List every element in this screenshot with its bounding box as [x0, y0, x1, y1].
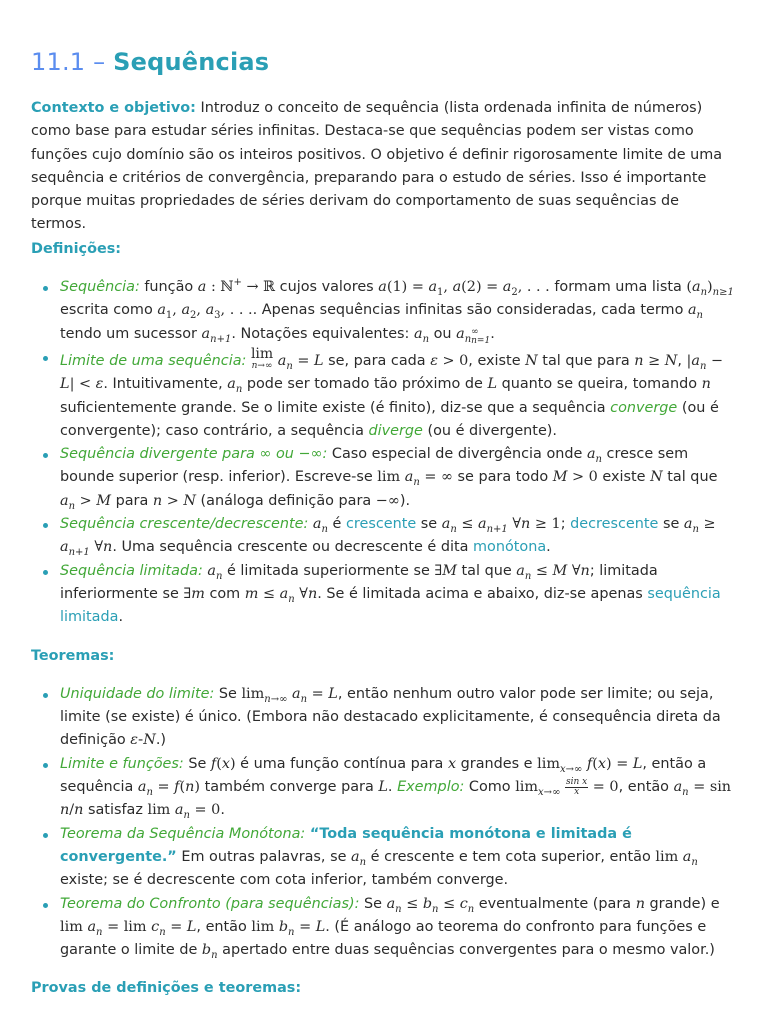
definition-label: Sequência limitada: — [60, 562, 203, 579]
theorem-item: Teorema do Confronto (para sequências): Se $a_n \le b_n \le c_n$ eventualmente (para n grande) e $\lim a_n = \lim c_n = L$, então $\lim b_n = L$. (É análogo ao teorema do confronto para funções e garante o limite de $b_n$ apertado entre duas sequências convergentes para o mesmo valor.) — [31, 893, 736, 963]
theorem-item: Limite e funções: Se f(x) é uma função contínua para x grandes e $\lim_{x\to\infty} f(x) = L$, então a sequência $a_n = f(n)$ também converge para L. Exemplo: Como $\lim_{x\to\infty}$ $\frac{\text{sin x}}{x}$ = 0, então $a_n = \sin n/n$ satisfaz $\lim a_n = 0$. — [31, 753, 736, 823]
context-label: Contexto e objetivo: — [31, 100, 196, 116]
theorems-list — [31, 683, 736, 963]
definition-item: Limite de uma sequência: lim n→∞ $a_n = L$ se, para cada ε > 0, existe N tal que para n ≥ N, $|a_n - L| < \varepsilon$. Intuitivamente, $a_n$ pode ser tomado tão próximo de L quanto se queira, tomando n suficientemente grande. Se o limite existe (é finito), diz-se que a sequência converge (ou é convergente); caso contrário, a sequência diverge (ou é divergente). — [31, 346, 736, 443]
definition-item: Sequência crescente/decrescente: $a_n$ é crescente se $a_n \le a_{n+1}$ ∀n ≥ 1; decrescente se $a_n \ge a_{n+1}$ ∀n. Uma sequência crescente ou decrescente é dita monótona. — [31, 513, 736, 560]
theorem-quote: “Toda sequência monótona e limitada é convergente.” — [60, 825, 632, 865]
definition-label: Limite de uma sequência: — [60, 352, 247, 369]
context-paragraph — [31, 97, 736, 237]
section-title: Sequências — [113, 48, 270, 76]
definition-item: Sequência divergente para ∞ ou −∞: Caso especial de divergência onde $a_n$ cresce sem bounde superior (resp. inferior). Escreve-se $\lim a_n$ = ∞ se para todo M > 0 existe N tal que $a_n > M$ para n > N (análoga definição para −∞). — [31, 443, 736, 513]
theorem-label: Limite e funções: — [60, 755, 184, 772]
theorem-label: Teorema do Confronto (para sequências): — [60, 895, 360, 912]
theorem-label: Uniquidade do limite: — [60, 685, 215, 702]
definitions-list — [31, 276, 736, 629]
definition-label: Sequência: — [60, 279, 140, 296]
section-number: 11.1 — [31, 48, 86, 76]
definition-item: Sequência: função a : ℕ+ → ℝ cujos valores $a(1) = a_1$, $a(2) = a_2$, . . . formam uma lista $(a_n)_{n\ge 1}$ escrita como $a_1$, $a_2$, $a_3$, . . .. Apenas sequências infinitas são consideradas, cada termo $a_n$ tendo um sucessor $a_{n+1}$. Notações equivalentes: $a_n$ ou $a_n$ ∞ n=1 . — [31, 276, 736, 346]
title-dash: – — [93, 48, 106, 76]
proofs-heading: Provas de definições e teoremas: — [31, 980, 302, 997]
definition-label: Sequência crescente/decrescente: — [60, 516, 309, 533]
theorem-item: Teorema da Sequência Monótona: “Toda sequência monótona e limitada é convergente.” Em outras palavras, se $a_n$ é crescente e tem cota superior, então $\lim a_n$ existe; se é decrescente com cota inferior, também converge. — [31, 823, 736, 893]
theorem-item: Uniquidade do limite: Se $\lim_{n\to\infty} a_n = L$, então nenhum outro valor pode ser limite; ou seja, limite (se existe) é único. (Embora não destacado explicitamente, é consequência direta da definição ε-N.) — [31, 683, 736, 753]
context-text: Introduz o conceito de sequência (lista ordenada infinita de números) como base para estudar séries infinitas. Destaca-se que sequências podem ser vistas como funções cujo domínio são os inteiros positivos. O objetivo é definir rigorosamente limite de uma sequência e critérios de convergência, preparando para o estudo de séries. Isso é importante porque muitas propriedades de séries derivam do comportamento de suas sequências de termos. — [31, 100, 723, 233]
theorem-label: Teorema da Sequência Monótona: — [60, 825, 306, 842]
page-title — [31, 44, 736, 80]
definitions-heading: Definições: — [31, 240, 122, 257]
definition-item: Sequência limitada: $a_n$ é limitada superiormente se ∃M tal que $a_n \le M$ ∀n; limitada inferiormente se ∃m com $m \le a_n$ ∀n. Se é limitada acima e abaixo, diz-se apenas sequência limitada. — [31, 560, 736, 630]
theorems-heading: Teoremas: — [31, 647, 115, 664]
definition-label: Sequência divergente para ∞ ou −∞: — [60, 446, 328, 463]
